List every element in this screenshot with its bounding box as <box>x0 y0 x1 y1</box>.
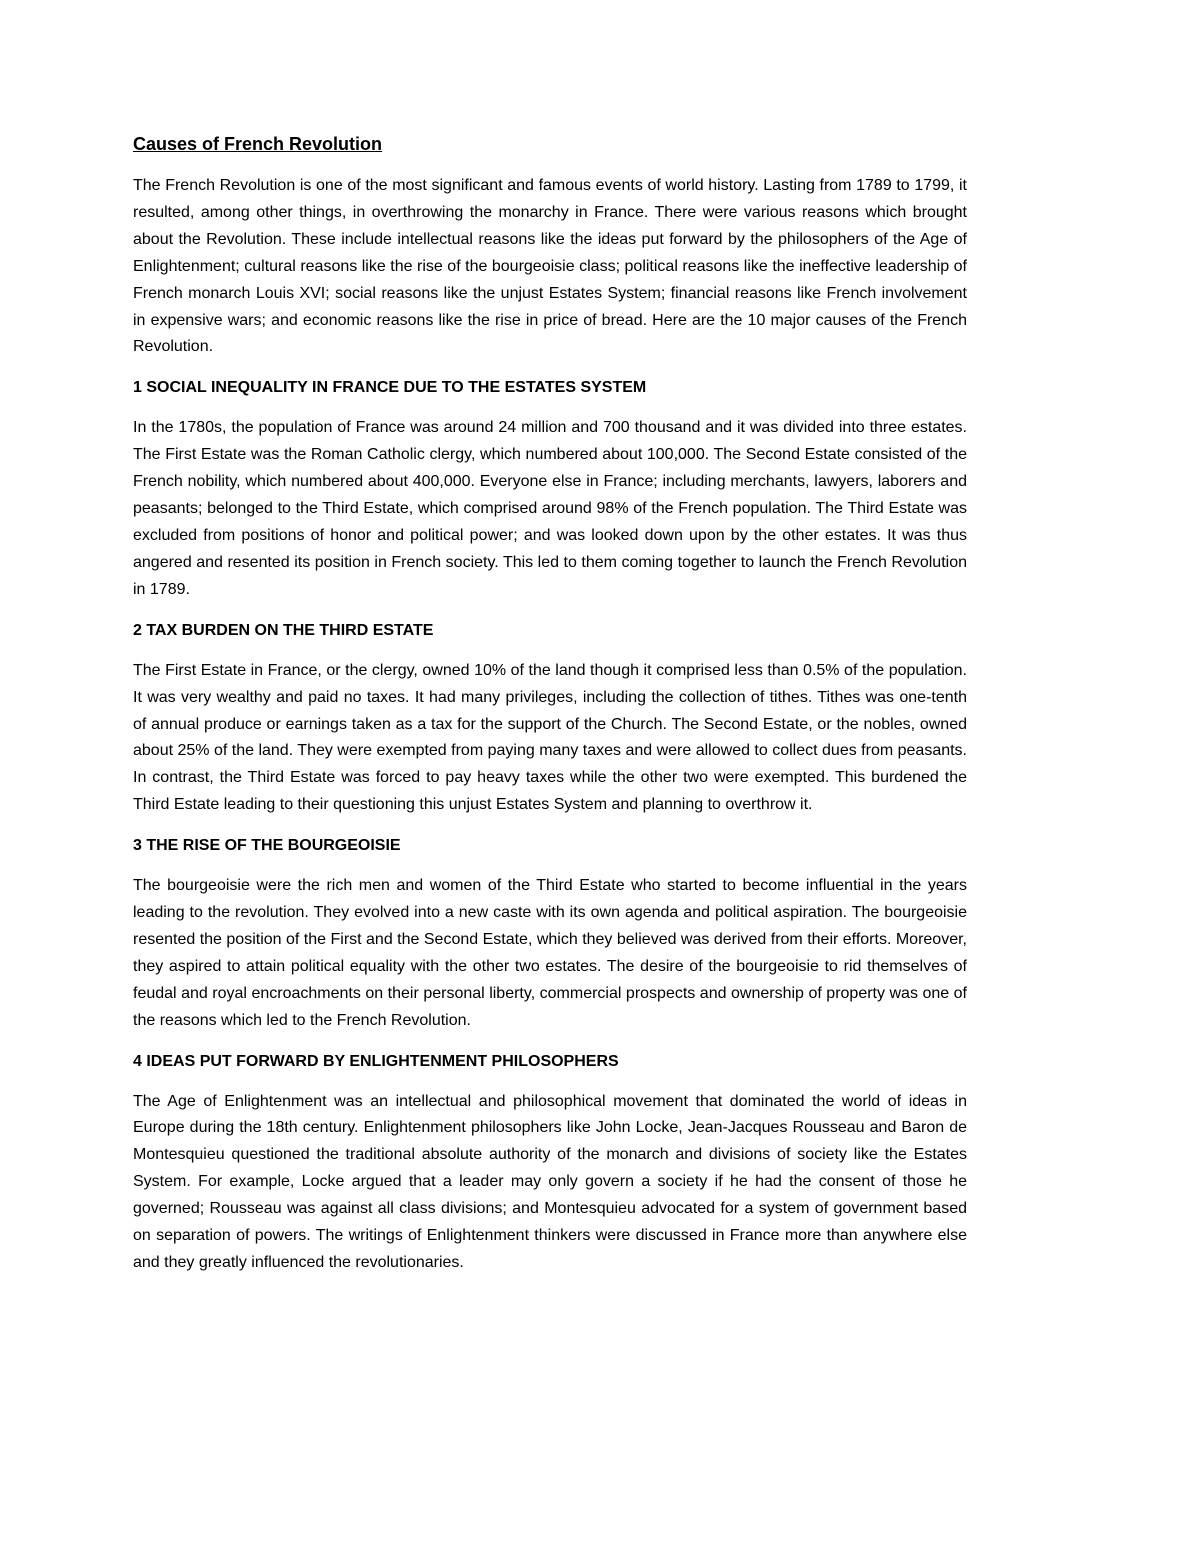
section-body-4: The Age of Enlightenment was an intellectual and philosophical movement that dominated the world of ideas in Europe during the 18th century. Enlightenment philosophers like John Locke, Jean-Jacques Rousseau and Baron de Montesquieu questioned the traditional absolute authority of the monarch and divisions of society like the Estates System. For example, Locke argued that a leader may only govern a society if he had the consent of those he governed; Rousseau was against all class divisions; and Montesquieu advocated for a system of government based on separation of powers. The writings of Enlightenment thinkers were discussed in France more than anywhere else and they greatly influenced the revolutionaries. <box>133 1092 967 1271</box>
section-heading-4: 4 IDEAS PUT FORWARD BY ENLIGHTENMENT PHILOSOPHERS <box>133 1052 619 1070</box>
section-heading-2: 2 TAX BURDEN ON THE THIRD ESTATE <box>133 621 434 639</box>
document-page <box>133 131 967 1291</box>
section-heading-1: 1 SOCIAL INEQUALITY IN FRANCE DUE TO THE ESTATES SYSTEM <box>133 379 647 397</box>
section-body-2: The First Estate in France, or the clergy, owned 10% of the land though it comprised less than 0.5% of the population. It was very wealthy and paid no taxes. It had many privileges, including the collection of tithes. Tithes was one-tenth of annual produce or earnings taken as a tax for the support of the Church. The Second Estate, or the nobles, owned about 25% of the land. They were exempted from paying many taxes and were allowed to collect dues from peasants. In contrast, the Third Estate was forced to pay heavy taxes while the other two were exempted. This burdened the Third Estate leading to their questioning this unjust Estates System and planning to overthrow it. <box>133 661 967 814</box>
section-body-1: In the 1780s, the population of France was around 24 million and 700 thousand and it was divided into three estates. The First Estate was the Roman Catholic clergy, which numbered about 100,000. The Second Estate consisted of the French nobility, which numbered about 400,000. Everyone else in France; including merchants, lawyers, laborers and peasants; belonged to the Third Estate, which comprised around 98% of the French population. The Third Estate was excluded from positions of honor and political power; and was looked down upon by the other estates. It was thus angered and resented its position in French society. This led to them coming together to launch the French Revolution in 1789. <box>133 419 967 598</box>
section-body-3: The bourgeoisie were the rich men and women of the Third Estate who started to become influential in the years leading to the revolution. They evolved into a new caste with its own agenda and political aspiration. The bourgeoisie resented the position of the First and the Second Estate, which they believed was derived from their efforts. Moreover, they aspired to attain political equality with the other two estates. The desire of the bourgeoisie to rid themselves of feudal and royal encroachments on their personal liberty, commercial prospects and ownership of property was one of the reasons which led to the French Revolution. <box>133 877 967 1029</box>
intro-paragraph: The French Revolution is one of the most significant and famous events of world history. Lasting from 1789 to 1799, it resulted, among other things, in overthrowing the monarchy in France. There were various reasons which brought about the Revolution. These include intellectual reasons like the ideas put forward by the philosophers of the Age of Enlightenment; cultural reasons like the rise of the bourgeoisie class; political reasons like the ineffective leadership of French monarch Louis XVI; social reasons like the unjust Estates System; financial reasons like French involvement in expensive wars; and economic reasons like the rise in price of bread. Here are the 10 major causes of the French Revolution. <box>133 177 967 356</box>
document-title: Causes of French Revolution <box>133 134 383 154</box>
section-heading-3: 3 THE RISE OF THE BOURGEOISIE <box>133 837 401 855</box>
